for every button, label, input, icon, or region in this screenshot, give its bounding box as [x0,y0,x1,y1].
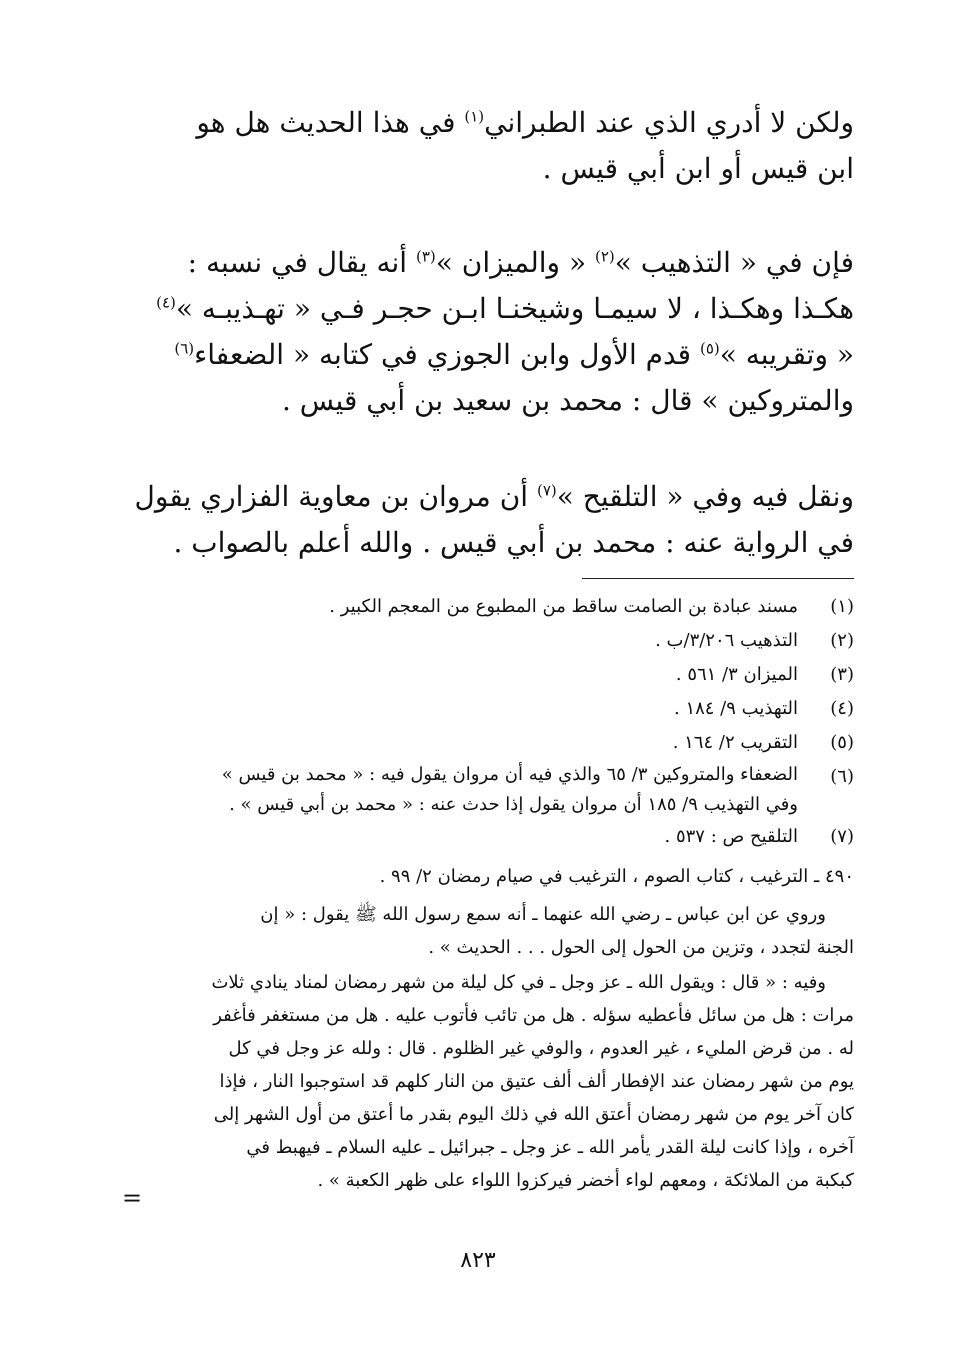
footnote [94,692,854,726]
footnote [94,726,854,760]
paragraph-line [94,332,854,378]
continuation-mark: = [122,1184,143,1212]
footnote-ref: (٤) [156,293,176,312]
paragraph-line [94,286,854,332]
entry-heading: ٤٩٠ ـ الترغيب ، كتاب الصوم ، الترغيب في صيام رمضان ٢/ ٩٩ . [379,866,854,887]
text-line: له . من قرض المليء ، غير العدوم ، والوفي غير الظلوم . قال : ولله عز وجل في كل [228,1038,854,1059]
text-run: في هذا الحديث هل هو [196,106,465,139]
footnote-text: التقريب ٢/ ١٦٤ . [672,732,798,753]
paragraph-line [94,474,854,520]
text-line: آخره ، وإذا كانت ليلة القدر يأمر الله ـ عز وجل ـ جبرائيل ـ عليه السلام ـ فيهبط في [246,1137,854,1158]
paragraph-line: والمتروكين » قال : محمد بن سعيد بن أبي قيس . [282,384,854,417]
footnote-number: (٣) [830,664,854,685]
footnote [94,820,854,854]
text-run: فإن في « التذهيب » [614,246,854,279]
text-run: « وتقريبه » [719,338,854,371]
footnote-separator [582,578,854,579]
text-line: وروي عن ابن عباس ـ رضي الله عنهما ـ أنه سمع رسول الله ﷺ يقول : « إن [260,904,826,925]
footnote-number: (٢) [830,630,854,651]
text-line: وفيه : « قال : ويقول الله ـ عز وجل ـ في كل ليلة من شهر رمضان لمناد ينادي ثلاث [211,972,826,993]
footnote-ref: (٦) [174,339,195,358]
text-line: الجنة لتجدد ، وتزين من الحول إلى الحول . . . الحديث » . [428,937,854,958]
footnote-text: التذهيب ٣/٢٠٦/ب . [655,630,798,651]
footnote-ref: (١) [464,107,485,126]
footnotes [94,590,854,854]
text-line: يوم من شهر رمضان عند الإفطار ألف ألف عتيق من النار كلهم قد استوجبوا النار ، فإذا [219,1071,854,1092]
footnote-number: (٤) [830,698,854,719]
footnote-ref: (٢) [594,247,615,266]
paragraph-line [94,240,854,286]
footnote-ref: (٣) [415,247,436,266]
footnote-text: التهذيب ٩/ ١٨٤ . [673,698,798,719]
footnote-number: (٦) [830,766,854,787]
footnote-text: مسند عبادة بن الصامت ساقط من المطبوع من المعجم الكبير . [329,596,798,617]
hadith-paragraph-1 [94,898,854,964]
footnote [94,760,854,820]
text-line: كان آخر يوم من شهر رمضان أعتق الله في ذلك اليوم بقدر ما أعتق من أول الشهر إلى [213,1104,854,1125]
paragraph-line: ابن قيس أو ابن أبي قيس . [542,152,854,185]
text-run: ونقل فيه وفي « التلقيح » [556,480,854,513]
text-run: هكـذا وهكـذا ، لا سيمـا وشيخنـا ابـن حجـر فـي « تهـذيبـه » [175,292,854,325]
footnote [94,658,854,692]
footnote-text [94,760,798,820]
footnote-line: وفي التهذيب ٩/ ١٨٥ أن مروان يقول إذا حدث عنه : « محمد بن أبي قيس » . [229,794,798,815]
paragraph-line [94,100,854,146]
text-run: « والميزان » [435,246,595,279]
footnote-line: الضعفاء والمتروكين ٣/ ٦٥ والذي فيه أن مروان يقول فيه : « محمد بن قيس » [221,764,798,785]
paragraph-2 [94,240,854,424]
page-number: ٨٢٣ [460,1248,496,1273]
footnote-text: التلقيح ص : ٥٣٧ . [664,826,798,847]
text-run: قدم الأول وابن الجوزي في كتابه « الضعفاء [194,338,700,371]
footnote-ref: (٧) [536,481,557,500]
footnote [94,590,854,624]
text-run: أن مروان بن معاوية الفزاري يقول [134,480,537,513]
paragraph-1 [94,100,854,192]
footnote-number: (٥) [830,732,854,753]
paragraph-line: في الرواية عنه : محمد بن أبي قيس . والله أعلم بالصواب . [173,526,854,559]
footnote-ref: (٥) [699,339,720,358]
footnote-text: الميزان ٣/ ٥٦١ . [675,664,798,685]
footnote-number: (١) [830,596,854,617]
text-line: كبكبة من الملائكة ، ومعهم لواء أخضر فيركزوا اللواء على ظهر الكعبة » . [317,1170,854,1191]
paragraph-3 [94,474,854,566]
footnote [94,624,854,658]
hadith-paragraph-2 [94,966,854,1197]
text-run: أنه يقال في نسبه : [187,246,416,279]
footnote-number: (٧) [830,826,854,847]
text-run: ولكن لا أدري الذي عند الطبراني [484,106,854,139]
text-line: مرات : هل من سائل فأعطيه سؤله . هل من تائب فأتوب عليه . هل من مستغفر فأغفر [213,1005,854,1026]
